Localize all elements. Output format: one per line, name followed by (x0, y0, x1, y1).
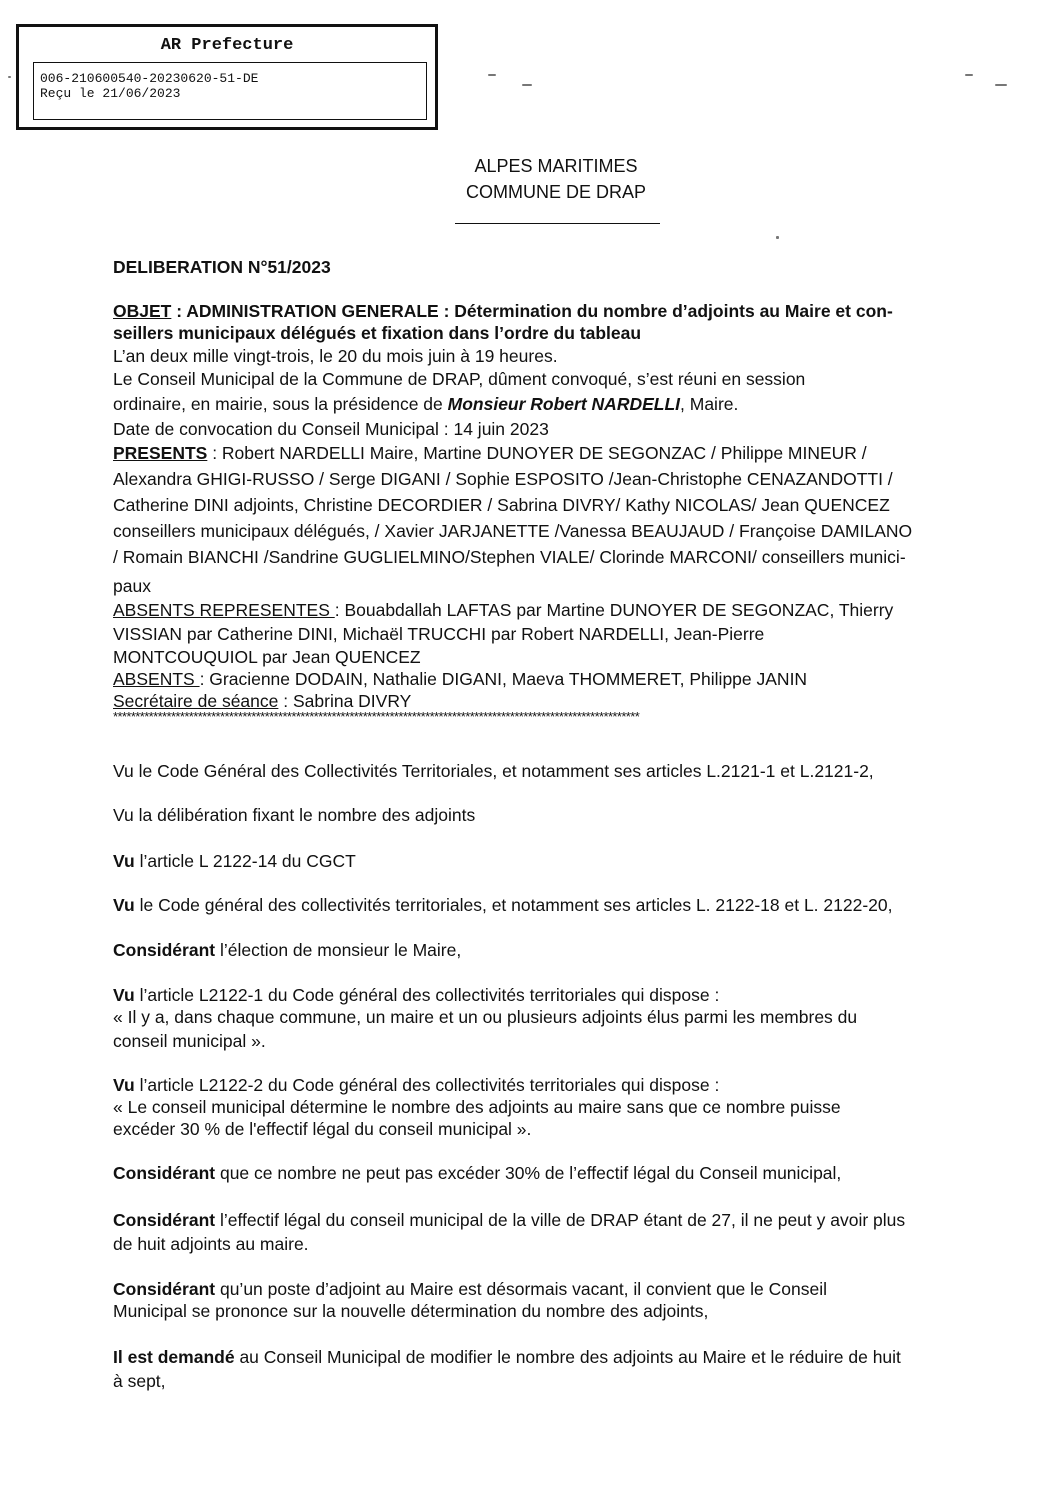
paragraph-lead: Considérant (113, 1279, 216, 1299)
absents-representes-line-2: VISSIAN par Catherine DINI, Michaël TRUCCHI par Robert NARDELLI, Jean-Pierre (113, 624, 765, 644)
paragraph-demande (113, 1346, 901, 1368)
secretaire-text: : Sabrina DIVRY (278, 691, 412, 711)
objet-text: Détermination du nombre d’adjoints au Maire et con- (454, 301, 893, 321)
paragraph-text: qu’un poste d’adjoint au Maire est désormais vacant, il convient que le Conseil (215, 1279, 827, 1299)
paragraph-considerant-effectif (113, 1209, 905, 1231)
asterisk-separator: ********************************************************************************************************************** (113, 711, 640, 723)
objet-line-2: seillers municipaux délégués et fixation dans l’ordre du tableau (113, 323, 642, 343)
paragraph-considerant-vacant (113, 1278, 827, 1300)
paragraph-vu-article-2122-2 (113, 1074, 719, 1096)
absents-representes-line-3: MONTCOUQUIOL par Jean QUENCEZ (113, 647, 421, 667)
presents-line-6: paux (113, 576, 151, 596)
scan-speck (995, 84, 1007, 86)
paragraph-considerant-vacant-line-2: Municipal se prononce sur la nouvelle détermination du nombre des adjoints, (113, 1301, 709, 1321)
absents-line (113, 668, 807, 690)
scan-speck (776, 236, 779, 239)
paragraph-vu-articles-2122-18 (113, 894, 892, 916)
stamp-reference: 006-210600540-20230620-51-DE (40, 71, 259, 86)
session-date: L’an deux mille vingt-trois, le 20 du mois juin à 19 heures. (113, 346, 558, 366)
scan-speck (965, 74, 973, 76)
paragraph-demande-line-2: à sept, (113, 1371, 166, 1391)
quote-2122-1-line-1: « Il y a, dans chaque commune, un maire et un ou plusieurs adjoints élus parmi les membres du (113, 1007, 858, 1027)
secretaire-label: Secrétaire de séance (113, 691, 279, 711)
president-name: Monsieur Robert NARDELLI (447, 394, 681, 414)
objet-separator: : (171, 301, 187, 321)
presents-line-3: Catherine DINI adjoints, Christine DECORDIER / Sabrina DIVRY/ Kathy NICOLAS/ Jean QUENCEZ (113, 495, 890, 515)
convocation-date: Date de convocation du Conseil Municipal : 14 juin 2023 (113, 419, 549, 439)
paragraph-lead: Considérant (113, 1210, 216, 1230)
presents-text: : Robert NARDELLI Maire, Martine DUNOYER DE SEGONZAC / Philippe MINEUR / (207, 443, 867, 463)
paragraph-lead: Vu (113, 1075, 135, 1095)
paragraph-lead: Il est demandé (113, 1347, 235, 1367)
paragraph-lead: Vu (113, 985, 135, 1005)
absents-text: : Gracienne DODAIN, Nathalie DIGANI, Maeva THOMMERET, Philippe JANIN (199, 669, 808, 689)
presidency-suffix: , Maire. (680, 394, 739, 414)
paragraph-lead: Considérant (113, 940, 216, 960)
paragraph-text: l’article L2122-1 du Code général des collectivités territoriales qui dispose : (134, 985, 720, 1005)
paragraph-vu-article-2122-14 (113, 850, 356, 872)
paragraph-vu-article-2122-1 (113, 984, 719, 1006)
header-divider (455, 223, 660, 224)
absents-representes-label: ABSENTS REPRESENTES (113, 600, 335, 620)
paragraph-vu-deliberation: Vu la délibération fixant le nombre des adjoints (113, 805, 476, 825)
paragraph-text: l’article L 2122-14 du CGCT (134, 851, 356, 871)
scan-speck (488, 74, 496, 76)
commune-name: COMMUNE DE DRAP (465, 182, 646, 202)
paragraph-lead: Considérant (113, 1163, 216, 1183)
quote-2122-1-line-2: conseil municipal ». (113, 1031, 266, 1051)
prefecture-stamp (16, 24, 438, 130)
paragraph-text: le Code général des collectivités territoriales, et notamment ses articles L. 2122-18 et L. 2122-20, (134, 895, 893, 915)
paragraph-text: que ce nombre ne peut pas excéder 30% de l’effectif légal du Conseil municipal, (215, 1163, 842, 1183)
paragraph-considerant-effectif-line-2: de huit adjoints au maire. (113, 1234, 309, 1254)
paragraph-text: l’effectif légal du conseil municipal de la ville de DRAP étant de 27, il ne peut y avoir plus (215, 1210, 906, 1230)
stamp-details (33, 62, 427, 120)
session-intro: Le Conseil Municipal de la Commune de DRAP, dûment convoqué, s’est réuni en session (113, 369, 806, 389)
paragraph-text: l’article L2122-2 du Code général des collectivités territoriales qui dispose : (134, 1075, 720, 1095)
secretaire-line (113, 690, 411, 712)
objet-label: OBJET (113, 301, 172, 321)
presidency-text: ordinaire, en mairie, sous la présidence de (113, 394, 448, 414)
presents-line-1 (113, 442, 867, 464)
quote-2122-2-line-2: excéder 30 % de l'effectif légal du conseil municipal ». (113, 1119, 532, 1139)
presents-label: PRESENTS (113, 443, 208, 463)
presents-line-4: conseillers municipaux délégués, / Xavier JARJANETTE /Vanessa BEAUJAUD / Françoise DAMILANO (113, 521, 913, 541)
presents-line-2: Alexandra GHIGI-RUSSO / Serge DIGANI / Sophie ESPOSITO /Jean-Christophe CENAZANDOTTI / (113, 469, 893, 489)
absents-label: ABSENTS (113, 669, 200, 689)
absents-representes-text: : Bouabdallah LAFTAS par Martine DUNOYER DE SEGONZAC, Thierry (334, 600, 894, 620)
paragraph-lead: Vu (113, 895, 135, 915)
objet-line-1 (113, 300, 893, 322)
department-name: ALPES MARITIMES (474, 156, 638, 176)
paragraph-text: l’élection de monsieur le Maire, (215, 940, 462, 960)
deliberation-title: DELIBERATION N°51/2023 (113, 257, 331, 277)
paragraph-considerant-30-percent (113, 1162, 841, 1184)
paragraph-considerant-election (113, 939, 461, 961)
stamp-received-date: Reçu le 21/06/2023 (40, 86, 181, 101)
objet-heading: ADMINISTRATION GENERALE : (186, 301, 455, 321)
scan-speck (522, 84, 532, 86)
quote-2122-2-line-1: « Le conseil municipal détermine le nombre des adjoints au maire sans que ce nombre puisse (113, 1097, 841, 1117)
scan-speck (8, 76, 11, 78)
presents-line-5: / Romain BIANCHI /Sandrine GUGLIELMINO/Stephen VIALE/ Clorinde MARCONI/ conseillers munici- (113, 547, 906, 567)
stamp-title: AR Prefecture (160, 36, 294, 55)
paragraph-lead: Vu (113, 851, 135, 871)
absents-representes-line-1 (113, 599, 893, 621)
paragraph-vu-code: Vu le Code Général des Collectivités Territoriales, et notamment ses articles L.2121-1 et L.2121-2, (113, 761, 874, 781)
session-presidency (113, 393, 738, 415)
paragraph-text: au Conseil Municipal de modifier le nombre des adjoints au Maire et le réduire de huit (234, 1347, 901, 1367)
